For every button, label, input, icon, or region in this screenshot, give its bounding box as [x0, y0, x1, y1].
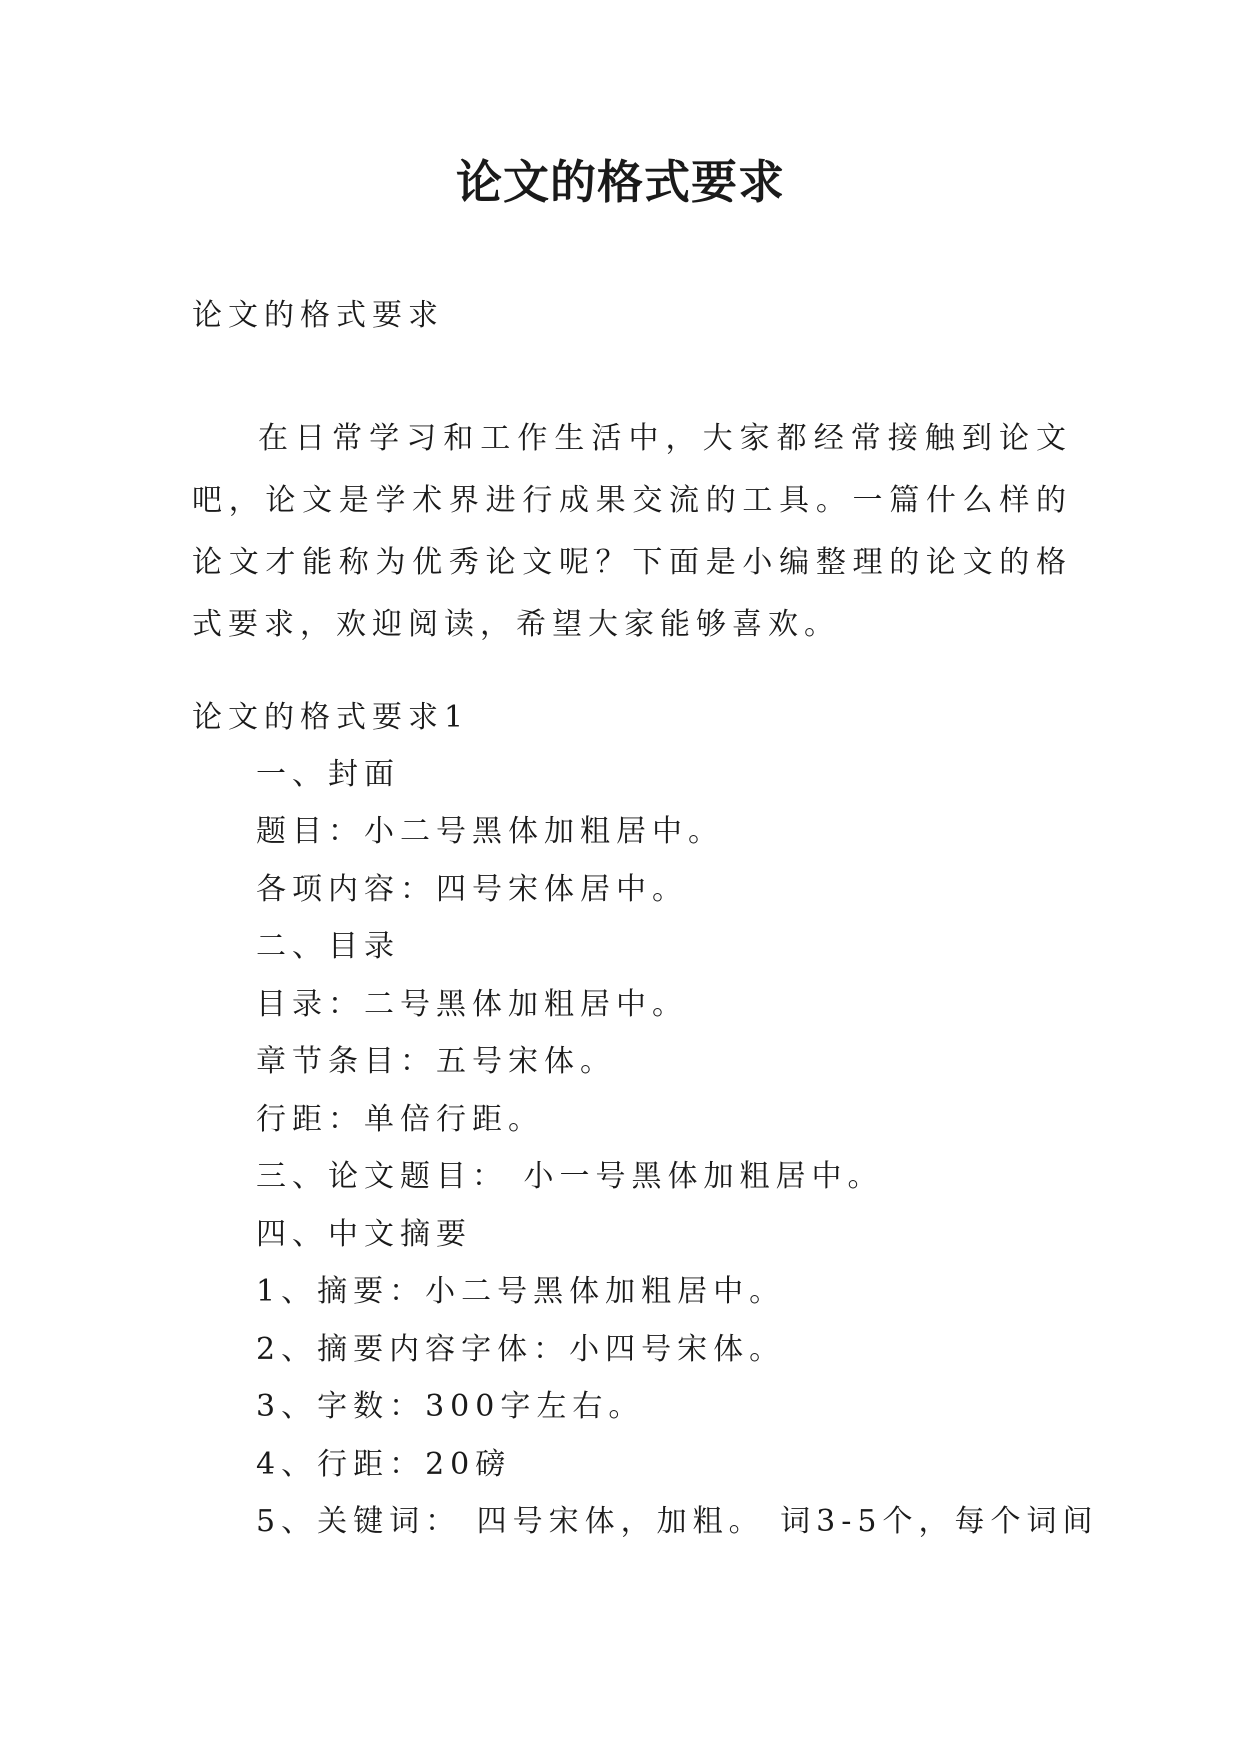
list-item: 章节条目：五号宋体。: [256, 1044, 616, 1079]
heading-cover: 一、封面: [256, 757, 400, 792]
list-item: 目录：二号黑体加粗居中。: [256, 987, 688, 1022]
list-item: 1、摘要：小二号黑体加粗居中。: [256, 1274, 786, 1309]
heading-toc: 二、目录: [256, 929, 400, 964]
heading-paper-title: 三、论文题目： 小一号黑体加粗居中。: [256, 1159, 884, 1194]
list-item: 4、行距：20磅: [256, 1447, 512, 1482]
list-item: 2、摘要内容字体：小四号宋体。: [256, 1332, 786, 1367]
section-heading: 论文的格式要求1: [192, 700, 470, 735]
intro-paragraph: 在日常学习和工作生活中，大家都经常接触到论文吧，论文是学术界进行成果交流的工具。一篇什么样的论文才能称为优秀论文呢？下面是小编整理的论文的格式要求，欢迎阅读，希望大家能够喜欢。: [192, 421, 1072, 642]
list-item: 题目：小二号黑体加粗居中。: [256, 814, 724, 849]
list-item: 3、字数：300字左右。: [256, 1389, 645, 1424]
document-title: 论文的格式要求: [456, 155, 785, 209]
document-subtitle: 论文的格式要求: [192, 298, 444, 333]
list-item: 行距：单倍行距。: [256, 1102, 544, 1137]
list-item: 各项内容：四号宋体居中。: [256, 872, 688, 907]
list-item: 5、关键词： 四号宋体，加粗。 词3-5个，每个词间: [256, 1504, 1099, 1539]
heading-abstract: 四、中文摘要: [256, 1217, 472, 1252]
